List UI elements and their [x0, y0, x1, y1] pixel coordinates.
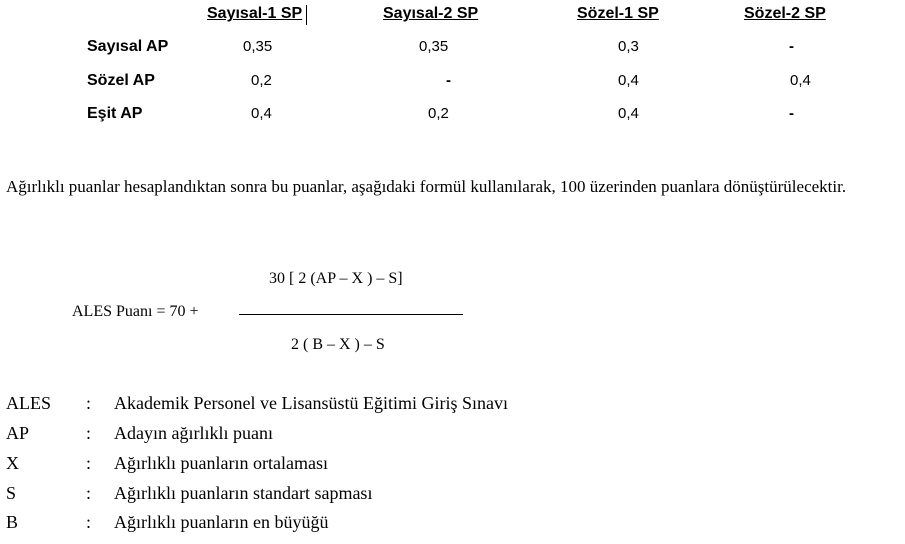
table-cell: 0,2 — [428, 105, 449, 122]
definition-term: B — [6, 512, 19, 532]
definition-separator: : — [86, 453, 92, 473]
table-cell: 0,3 — [618, 38, 639, 55]
formula-denominator: 2 ( B – X ) – S — [291, 336, 385, 353]
table-cell: 0,4 — [251, 105, 272, 122]
fraction-line — [239, 314, 463, 315]
text-cursor — [306, 5, 307, 25]
table-cell: 0,35 — [419, 38, 449, 55]
definition-description: Ağırlıklı puanların ortalaması — [114, 453, 328, 473]
table-cell: 0,35 — [243, 38, 273, 55]
table-cell: - — [446, 72, 451, 89]
table-cell: 0,4 — [790, 72, 811, 89]
definition-separator: : — [86, 512, 92, 532]
definition-description: Ağırlıklı puanların en büyüğü — [114, 512, 329, 532]
definition-separator: : — [86, 483, 92, 503]
definition-term: ALES — [6, 393, 51, 413]
definition-term: AP — [6, 423, 30, 443]
body-paragraph: Ağırlıklı puanlar hesaplandıktan sonra bu puanlar, aşağıdaki formül kullanılarak, 100 üzerinden puanlara dönüştürülecektir. — [6, 177, 847, 196]
row-label-esit-ap: Eşit AP — [87, 105, 143, 122]
table-cell: 0,4 — [618, 105, 639, 122]
definition-description: Akademik Personel ve Lisansüstü Eğitimi Giriş Sınavı — [114, 393, 508, 413]
formula-numerator: 30 [ 2 (AP – X ) – S] — [269, 270, 403, 287]
column-header-sozel-1-sp: Sözel-1 SP — [577, 5, 659, 22]
table-cell: 0,4 — [618, 72, 639, 89]
definition-term: S — [6, 483, 17, 503]
table-cell: 0,2 — [251, 72, 272, 89]
formula-lhs: ALES Puanı = 70 + — [72, 303, 199, 320]
definition-description: Adayın ağırlıklı puanı — [114, 423, 273, 443]
table-cell: - — [789, 38, 794, 55]
row-label-sozel-ap: Sözel AP — [87, 72, 155, 89]
row-label-sayisal-ap: Sayısal AP — [87, 38, 169, 55]
definition-term: X — [6, 453, 19, 473]
column-header-sayisal-1-sp: Sayısal-1 SP — [207, 5, 303, 22]
column-header-sayisal-2-sp: Sayısal-2 SP — [383, 5, 479, 22]
definition-separator: : — [86, 393, 92, 413]
column-header-sozel-2-sp: Sözel-2 SP — [744, 5, 826, 22]
table-cell: - — [789, 105, 794, 122]
definition-description: Ağırlıklı puanların standart sapması — [114, 483, 373, 503]
definition-separator: : — [86, 423, 92, 443]
